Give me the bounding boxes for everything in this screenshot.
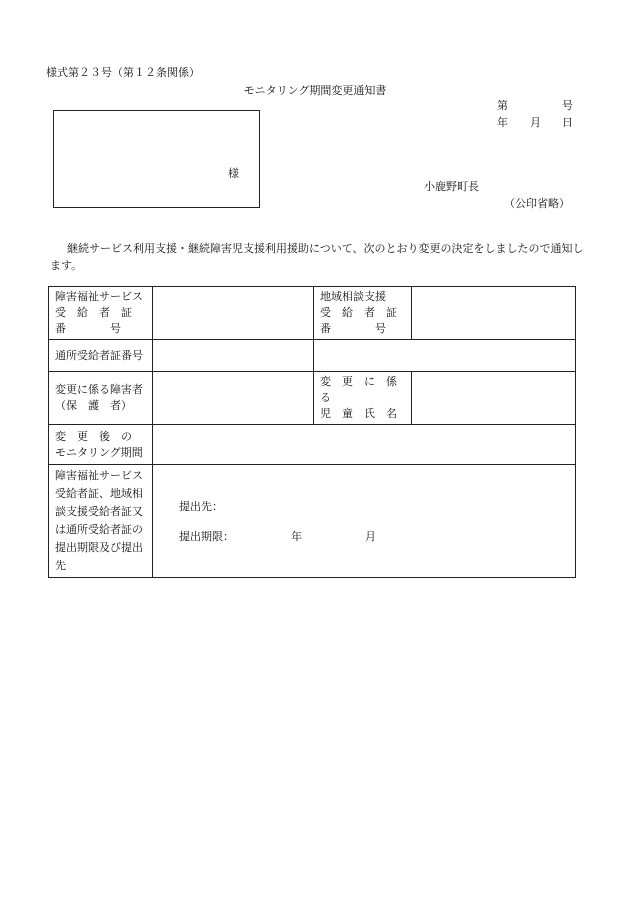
document-title: モニタリング期間変更通知書 [243,84,387,97]
notice-form-table [48,286,576,578]
label-line: モニタリング期間 [55,445,143,459]
date-month: 月 [530,116,541,129]
date-day: 日 [562,116,573,129]
seal-omitted-note: （公印省略） [504,197,570,210]
date-year: 年 [497,116,508,129]
label-line: 地域相談支援 [320,290,386,303]
affected-person-field[interactable] [153,372,314,425]
submission-details-field[interactable] [153,465,576,578]
table-row [49,340,576,372]
deadline-label: 提出期限： [179,530,234,543]
new-monitoring-period-label [49,425,153,465]
affected-person-label [49,372,153,425]
label-line: 変更に係る障害者 [55,383,143,396]
table-row [49,425,576,465]
service-recipient-number-label [49,287,153,340]
form-reference: 様式第２３号（第１２条関係） [46,66,200,79]
community-support-number-label [314,287,412,340]
notice-body-text: 継続サービス利用支援・継続障害児支援利用援助について、次のとおり変更の決定をしましたので通知します。 [50,242,584,272]
issuer-name: 小鹿野町長 [424,180,479,193]
new-monitoring-period-field[interactable] [153,425,576,465]
submit-to-line [179,498,575,514]
child-name-label [314,372,412,425]
label-line: 変 更 に 係 る [320,375,408,404]
doc-number-suffix: 号 [562,99,573,112]
label-line: （保 護 者） [55,399,132,412]
label-line: 児 童 氏 名 [320,407,397,420]
recipient-address-box [53,110,260,208]
day-service-number-cells[interactable] [153,340,314,372]
table-row [49,465,576,578]
doc-number-prefix: 第 [497,99,508,112]
label-line: 番 号 [320,322,386,335]
service-recipient-number-cells[interactable] [153,287,314,340]
deadline-line [179,528,575,544]
label-line: 番 号 [55,322,121,335]
label-line: 受 給 者 証 [320,306,397,319]
label-line: 変 更 後 の [55,429,132,443]
submission-deadline-label: 障害福祉サービス受給者証、地域相談支援受給者証又は通所受給者証の提出期限及び提出先 [49,465,153,578]
label-line: 受 給 者 証 [55,306,132,319]
table-row [49,372,576,425]
day-service-blank [314,340,576,372]
submit-to-label: 提出先： [179,500,223,513]
recipient-honorific: 様 [228,167,239,180]
child-name-field[interactable] [412,372,576,425]
deadline-year: 年 [291,530,302,543]
day-service-number-label: 通所受給者証番号 [49,340,153,372]
community-support-number-cells[interactable] [412,287,576,340]
deadline-month: 月 [365,530,376,543]
label-line: 障害福祉サービス [55,290,143,303]
table-row [49,287,576,340]
